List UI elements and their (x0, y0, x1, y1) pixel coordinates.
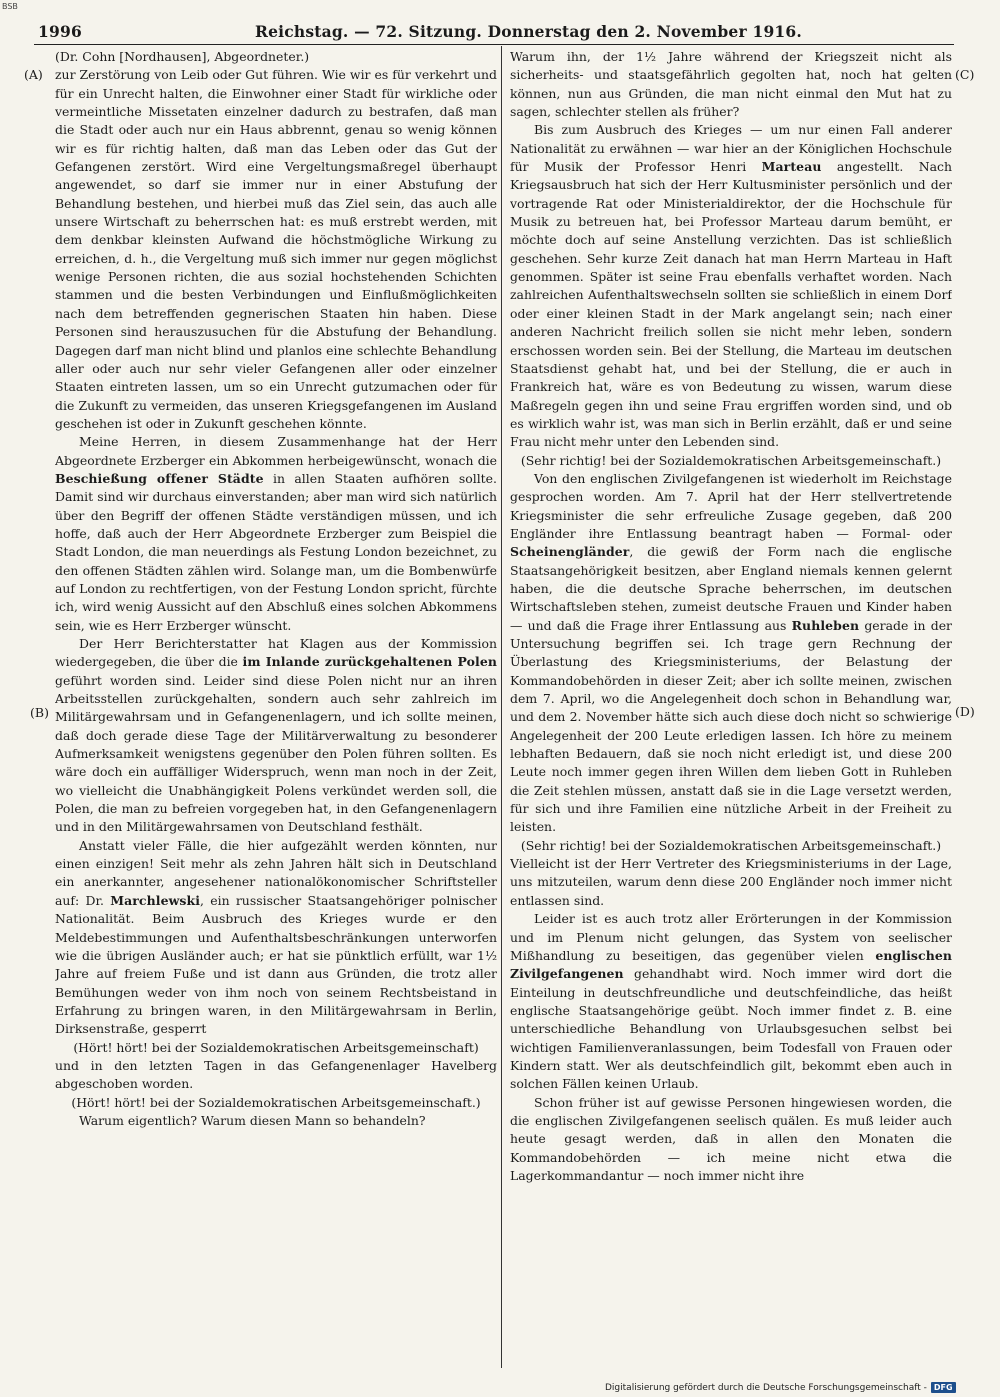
bold-phrase: Ruhleben (791, 617, 860, 633)
bold-phrase: im Inlande zurückgehaltenen Polen (242, 654, 497, 670)
margin-marker-b: (B) (30, 705, 49, 720)
paragraph: Schon früher ist auf gewisse Personen hingewiesen worden, die die englischen Zivilgefangenen seelisch quälen. Es muß leider auch heute gesagt werden, daß in allen den Monaten die Kommandobehörden — ich meine nicht etwa die Lagerkommandantur — noch immer nicht ihre (510, 1094, 952, 1183)
margin-marker-d: (D) (955, 704, 975, 719)
bold-phrase: Scheinengländer (510, 544, 630, 560)
footer-text: Digitalisierung gefördert durch die Deutsche Forschungsgemeinschaft - (605, 1382, 927, 1393)
margin-marker-a: (A) (24, 67, 43, 82)
interjection: (Hört! hört! bei der Sozialdemokratischen Arbeitsgemeinschaft.) (71, 1094, 481, 1110)
margin-marker-c: (C) (955, 67, 975, 82)
running-title: Reichstag. — 72. Sitzung. Donnerstag den 2. November 1916. (255, 22, 802, 41)
paragraph: Warum eigentlich? Warum diesen Mann so behandeln? (79, 1112, 426, 1128)
paragraph: und in den letzten Tagen in das Gefangenenlager Havelberg abgeschoben worden. (55, 1057, 497, 1092)
speaker-line: (Dr. Cohn [Nordhausen], Abgeordneter.) (55, 49, 310, 64)
bold-phrase: Marchlewski (110, 892, 201, 908)
paragraph: Der Herr Berichterstatter hat Klagen aus der Kommission wiedergegeben, die über die im Inlande zurückgehaltenen Polen geführt worden sind. Leider sind diese Polen nicht nur an ihren Arbeitsstellen zurückgehalten, sondern auch sehr zahlreich im Militärgewahrsam und in Gefangenenlagern, und ich sollte meinen, daß doch gerade diese Tage der Militärverwaltung zu besonderer Aufmerksamkeit wenigstens gegenüber den Polen führen sollten. Es wäre doch ein auffälliger Widerspruch, wenn man noch in der Zeit, wo vielleicht die Unabhängigkeit Polens verkündet werden soll, die Polen, die man zu befreien vorgegeben hat, in den Gefangenenlagern und in den Militärgewahrsamen von Deutschland festhält. (55, 636, 497, 835)
paragraph: Warum ihn, der 1½ Jahre während der Kriegszeit nicht als sicherheits- und staatsgefährlich gegolten hat, noch hat gelten können, nun aus Gründen, die man nicht einmal den Mut hat zu sagen, schlechter stellen als früher? (510, 49, 952, 120)
right-column (510, 48, 952, 1370)
interjection: (Sehr richtig! bei der Sozialdemokratischen Arbeitsgemeinschaft.) (520, 837, 942, 853)
paragraph: Anstatt vieler Fälle, die hier aufgezählt werden könnten, nur einen einzigen! Seit mehr als zehn Jahren hält sich in Deutschland ein anerkannter, angesehener nationalökonomischer Schriftsteller auf: Dr. Marchlewski, ein russischer Staatsangehöriger polnischer Nationalität. Beim Ausbruch des Krieges wurde er den Meldebestimmungen und Aufenthaltsbeschränkungen unterworfen wie die übrigen Ausländer auch; er hat sie pünktlich erfüllt, war 1½ Jahre auf freiem Fuße und ist dann aus Gründen, die trotz aller Bemühungen weder von ihm noch von seinem Rechtsbeistand in Erfahrung zu bringen waren, in den Militärgewahrsam in Berlin, Dirksenstraße, gesperrt (55, 837, 497, 1037)
header-rule (34, 44, 954, 45)
bold-phrase: Beschießung offener Städte (55, 470, 264, 486)
paragraph: zur Zerstörung von Leib oder Gut führen. Wie wir es für verkehrt und für ein Unrecht halten, die Einwohner einer Stadt für wirkliche oder vermeintliche Missetaten einzelner dadurch zu bestrafen, daß man die Stadt oder auch nur ein Haus abbrennt, genau so wenig können wir es für richtig halten, daß man das Leben oder das Gut der Gefangenen zerstört. Wird eine Vergeltungsmaßregel überhaupt angewendet, so darf sie immer nur in einer Abstufung der Behandlung bestehen, und hierbei muß das Ziel sein, das auch alle unsere Wirtschaft zu beherrschen hat: es muß erstrebt werden, mit dem denkbar kleinsten Aufwand die höchstmögliche Wirkung zu erreichen, d. h., die Vergeltung muß sich immer nur gegen möglichst wenige Personen richten, die aus sozial hochstehenden Schichten stammen und die besten Verbindungen und Einflußmöglichkeiten nach dem betreffenden gegnerischen Staaten hin haben. Diese Personen sind herauszusuchen für die Abstufung der Behandlung. Dagegen darf man nicht blind und planlos eine schlechte Behandlung aller oder auch nur sehr vieler Gefangenen aller oder einzelner Staaten eintreten lassen, um so ein Unrecht gutzumachen oder für die Zukunft zu vermeiden, das unseren Kriegsgefangenen im Ausland geschehen ist oder in Zukunft geschehen könnte. (55, 67, 497, 431)
paragraph: Leider ist es auch trotz aller Erörterungen in der Kommission und im Plenum nicht gelungen, das System von seelischer Mißhandlung zu beseitigen, das gegenüber vielen englischen Zivilgefangenen gehandhabt wird. Noch immer wird dort die Einteilung in deutschfreundliche und deutschfeindliche, das heißt englische Staatsangehörige geübt. Noch immer findet z. B. eine unterschiedliche Behandlung von Urlaubsgesuchen selbst bei wichtigen Familienveranlassungen, beim Todesfall von Frauen oder Kindern statt. Wer als deutschfeindlich gilt, bekommt eben auch in solchen Fällen keinen Urlaub. (510, 911, 952, 1092)
page-number: 1996 (38, 22, 82, 41)
column-divider (501, 46, 502, 1368)
interjection: (Sehr richtig! bei der Sozialdemokratischen Arbeitsgemeinschaft.) (520, 452, 942, 468)
dfg-logo: DFG (931, 1382, 956, 1393)
paragraph: Bis zum Ausbruch des Krieges — um nur einen Fall anderer Nationalität zu erwähnen — war hier an der Königlichen Hochschule für Musik der Professor Henri Marteau angestellt. Nach Kriegsausbruch hat sich der Herr Kultusminister persönlich und der vortragende Rat oder Ministerialdirektor, der die Hochschule für Musik zu betreuen hat, bei Professor Marteau darum bemüht, er möchte doch auf seine Anstellung verzichten. Das ist schließlich geschehen. Sehr kurze Zeit danach hat man Herrn Marteau in Haft genommen. Später ist seine Frau ebenfalls verhaftet worden. Nach zahlreichen Aufenthaltswechseln sollten sie schließlich in einem Dorf oder einer kleinen Stadt in der Mark angelangt sein; nach einer anderen Nachricht freilich sollen sie nicht mehr leben, sondern erschossen worden sein. Bei der Stellung, die Marteau im deutschen Staatsdienst gehabt hat, und bei der Stellung, die er auch in Frankreich hat, wäre es von Bedeutung zu wissen, warum diese Maßregeln gegen ihn und seine Frau ergriffen worden sind, und ob es wirklich wahr ist, was man sich in Berlin erzählt, daß er und seine Frau nicht mehr unter den Lebenden sind. (510, 122, 952, 450)
page-header (20, 22, 975, 44)
bold-phrase: Marteau (761, 159, 822, 175)
paragraph: Von den englischen Zivilgefangenen ist wiederholt im Reichstage gesprochen worden. Am 7. April hat der Herr stellvertretende Kriegsminister die sehr erfreuliche Zusage gegeben, daß 200 Engländer ihre Entlassung beantragt haben — Formal- oder Scheinengländer, die gewiß der Form nach die englische Staatsangehörigkeit besitzen, aber England niemals kennen gelernt haben, die die deutsche Sprache beherrschen, im deutschen Wirtschaftsleben stehen, zumeist deutsche Frauen und Kinder haben — und daß die Frage ihrer Entlassung aus Ruhleben gerade in der Untersuchung begriffen sei. Ich trage gern Rechnung der Überlastung des Kriegsministeriums, der Belastung der Kommandobehörden in dieser Zeit; aber ich sollte meinen, zwischen dem 7. April, wo die Angelegenheit doch schon in Behandlung war, und dem 2. November hätte sich auch diese doch nicht so schwierige Angelegenheit der 200 Leute erledigen lassen. Ich höre zu meinem lebhaften Bedauern, daß sie noch nicht erledigt ist, und diese 200 Leute noch immer gegen ihren Willen dem lieben Gott in Ruhleben die Zeit stehlen müssen, anstatt daß sie in die Lage versetzt werden, für sich und ihre Familien eine nützliche Arbeit in der Freiheit zu leisten. (510, 470, 952, 835)
interjection: (Hört! hört! bei der Sozialdemokratischen Arbeitsgemeinschaft) (73, 1039, 479, 1055)
paragraph: Vielleicht ist der Herr Vertreter des Kriegsministeriums in der Lage, uns mitzuteilen, warum denn diese 200 Engländer noch immer nicht entlassen sind. (510, 856, 952, 908)
bold-phrase: englischen Zivilgefangenen (510, 947, 952, 982)
digitization-footer (605, 1380, 995, 1395)
library-mark: BSB (2, 2, 18, 11)
paragraph: Meine Herren, in diesem Zusammenhange hat der Herr Abgeordnete Erzberger ein Abkommen herbeigewünscht, wonach die Beschießung offener Städte in allen Staaten aufhören sollte. Damit sind wir durchaus einverstanden; aber man wird sich natürlich über den Begriff der offenen Städte verständigen müssen, und ich hoffe, daß auch der Herr Abgeordnete Erzberger zum Beispiel die Stadt London, die man neuerdings als Festung London bezeichnet, zu den offenen Städten zählen wird. Solange man, um die Bombenwürfe auf London zu rechtfertigen, von der Festung London spricht, fürchte ich, wird wenig Aussicht auf den Abschluß eines solchen Abkommens sein, wie es Herr Erzberger wünscht. (55, 434, 497, 633)
left-column (55, 48, 497, 1370)
